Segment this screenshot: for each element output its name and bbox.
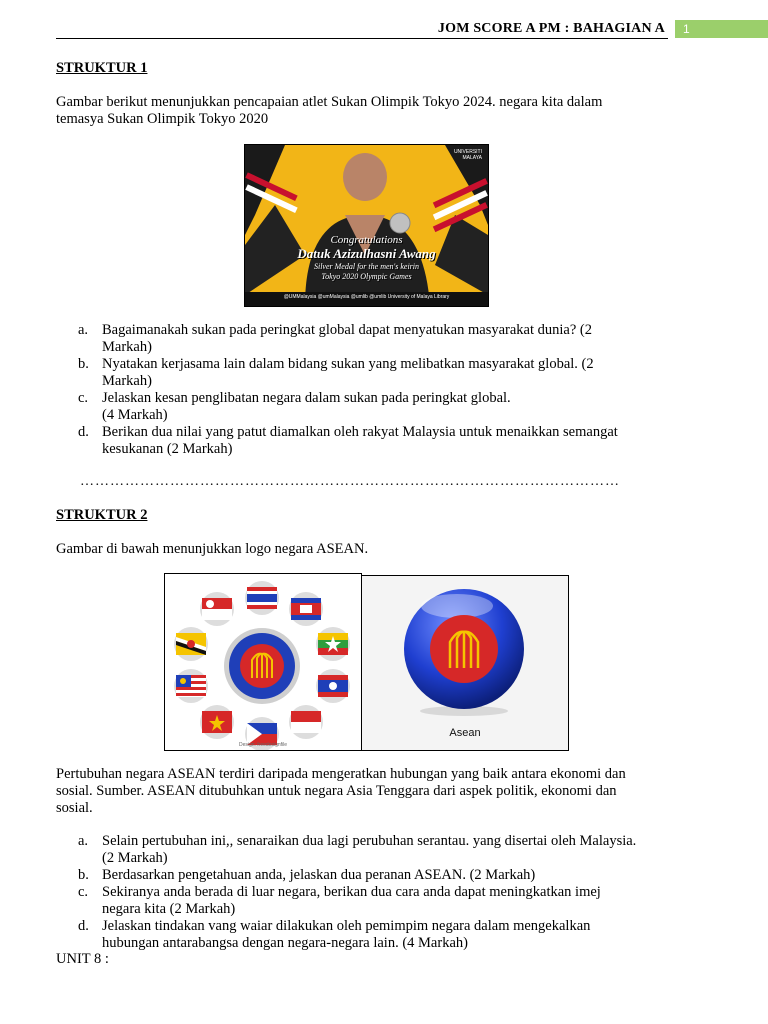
question-text: Jelaskan kesan penglibatan negara dalam sukan pada peringkat global.: [102, 390, 511, 406]
question-letter: a.: [78, 322, 89, 338]
question-text-cont: (2 Markah): [102, 850, 168, 866]
answer-dotted-line: ………………………………………………………………………………………………: [80, 474, 620, 489]
struktur2-para-line1: Pertubuhan negara ASEAN terdiri daripada mengeratkan hubungan yang baik antara ekonomi dan: [56, 766, 626, 782]
question-item: [78, 918, 678, 952]
question-text-cont: (4 Markah): [102, 407, 168, 423]
header-title: JOM SCORE A PM : BAHAGIAN A: [437, 21, 665, 36]
athlete-image-art: [245, 145, 488, 306]
struktur1-intro-line2: temasya Sukan Olimpik Tokyo 2020: [56, 111, 269, 127]
question-text: Jelaskan tindakan vang waiar dilakukan oleh pemimpim negara dalam mengekalkan: [102, 918, 591, 934]
page-number-badge: 1: [675, 20, 768, 38]
question-item: [78, 884, 678, 918]
struktur1-heading: STRUKTUR 1: [56, 60, 148, 76]
question-letter: c.: [78, 884, 89, 900]
struktur2-heading: STRUKTUR 2: [56, 507, 148, 523]
struktur1-questions: [78, 322, 678, 458]
struktur2-intro: Gambar di bawah menunjukkan logo negara ASEAN.: [56, 541, 369, 557]
image-medal-line: Silver Medal for the men's keirin: [313, 262, 420, 271]
image-social-footer: @UMMalaysia @umMalaysia @umlib @umlib University of Malaya Library: [283, 294, 450, 300]
asean-logo-caption: Asean: [449, 727, 481, 739]
question-text-cont: negara kita (2 Markah): [102, 901, 236, 917]
question-item: [78, 867, 678, 884]
question-letter: b.: [78, 867, 89, 883]
question-letter: d.: [78, 424, 89, 440]
footer-unit-label: UNIT 8 :: [56, 951, 109, 967]
header-divider: [56, 38, 668, 39]
question-letter: c.: [78, 390, 89, 406]
image-congrats: Congratulations: [330, 234, 403, 246]
question-text: Bagaimanakah sukan pada peringkat global dapat menyatukan masyarakat dunia? (2: [102, 322, 592, 338]
question-item: [78, 322, 678, 356]
struktur2-para-line3: sosial.: [56, 800, 93, 816]
flags-image-credit: Design: freedesignfile: [238, 742, 288, 748]
struktur2-para-line2: sosial. Sumber. ASEAN ditubuhkan untuk negara Asia Tenggara dari aspek politik, ekonomi dan: [56, 783, 617, 799]
question-letter: b.: [78, 356, 89, 372]
question-item: [78, 833, 678, 867]
question-text-cont: kesukanan (2 Markah): [102, 441, 233, 457]
question-text: Berikan dua nilai yang patut diamalkan oleh rakyat Malaysia untuk menaikkan semangat: [102, 424, 618, 440]
asean-logo-art: [362, 576, 568, 750]
asean-flags-art: [165, 574, 361, 750]
question-text: Nyatakan kerjasama lain dalam bidang sukan yang melibatkan masyarakat global. (2: [102, 356, 594, 372]
asean-flags-image: [164, 573, 362, 751]
question-item: [78, 356, 678, 390]
image-brand: UNIVERSITI MALAYA: [453, 149, 482, 161]
question-letter: d.: [78, 918, 89, 934]
asean-logo-image: [361, 575, 569, 751]
question-text-cont: Markah): [102, 373, 152, 389]
struktur1-intro-line1: Gambar berikut menunjukkan pencapaian atlet Sukan Olimpik Tokyo 2024. negara kita dalam: [56, 94, 603, 110]
question-item: [78, 390, 678, 424]
question-text: Sekiranya anda berada di luar negara, berikan dua cara anda dapat meningkatkan imej: [102, 884, 601, 900]
image-athlete-name: Datuk Azizulhasni Awang: [297, 246, 436, 261]
athlete-congratulations-image: [244, 144, 489, 307]
question-item: [78, 424, 678, 458]
question-text: Selain pertubuhan ini,, senaraikan dua lagi perubuhan serantau. yang disertai oleh Malaysia.: [102, 833, 637, 849]
question-letter: a.: [78, 833, 89, 849]
question-text-cont: hubungan antarabangsa dengan negara-negara lain. (4 Markah): [102, 935, 468, 951]
question-text-cont: Markah): [102, 339, 152, 355]
question-text: Berdasarkan pengetahuan anda, jelaskan dua peranan ASEAN. (2 Markah): [102, 867, 536, 883]
page-header: [438, 20, 768, 38]
image-games-line: Tokyo 2020 Olympic Games: [321, 272, 412, 281]
struktur2-questions: [78, 833, 678, 952]
